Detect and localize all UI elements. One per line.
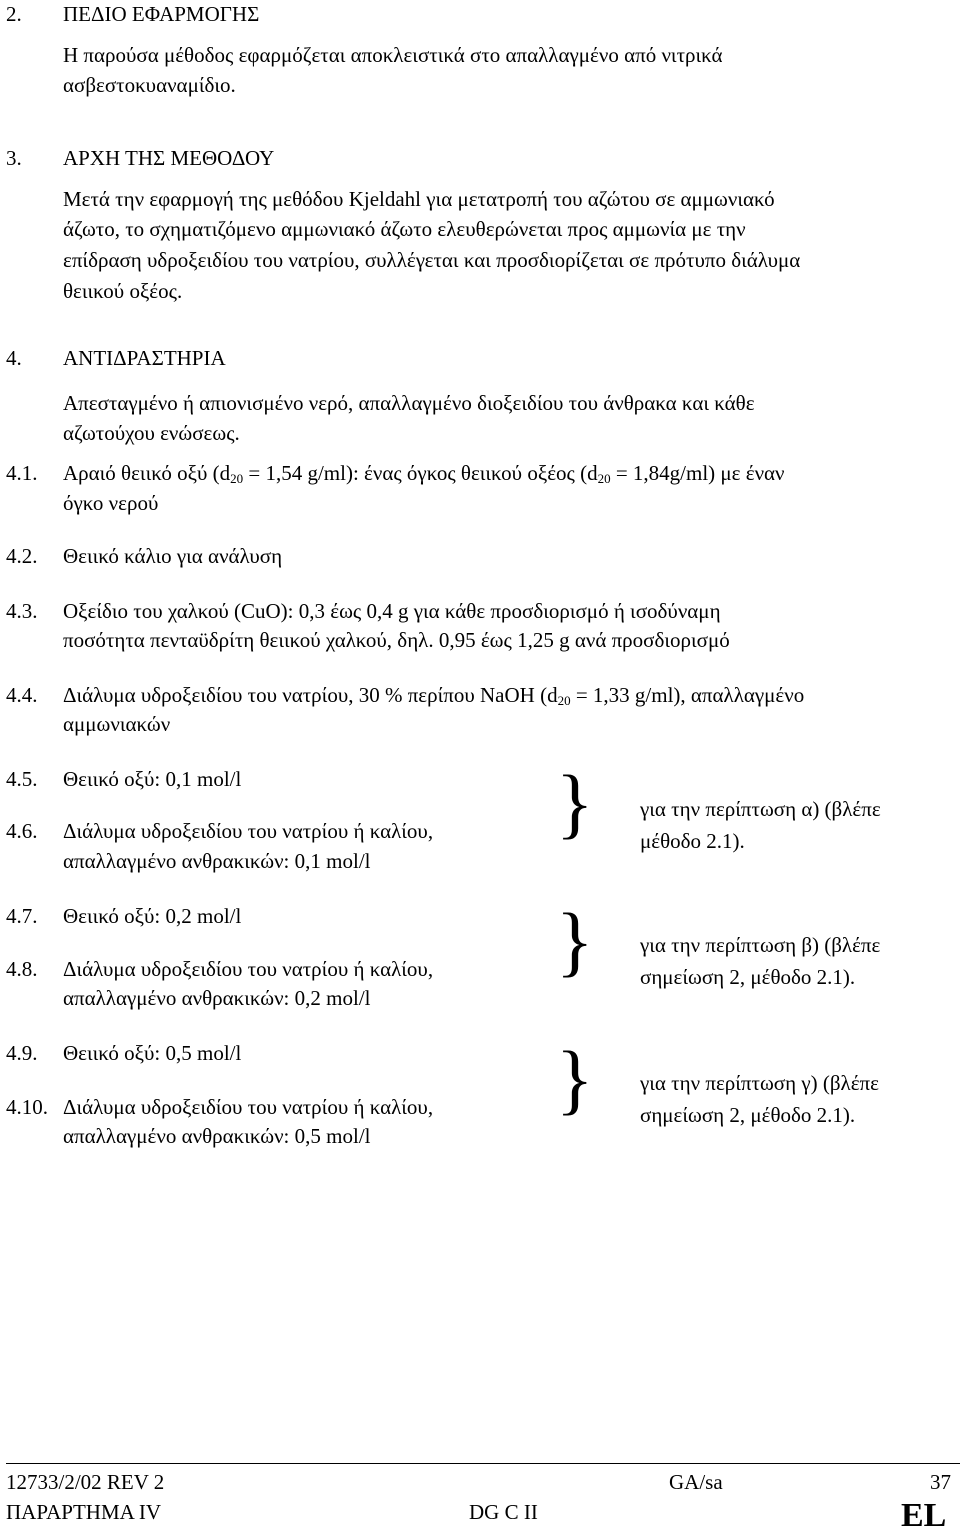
item-number: 4.2. [6, 544, 38, 568]
item-number: 4.6. [6, 819, 38, 843]
reagent-line: Διάλυμα υδροξειδίου του νατρίου ή καλίου, [63, 1095, 434, 1119]
case-note: για την περίπτωση γ) (βλέπε σημείωση 2, μέθοδο 2.1). [640, 1071, 879, 1127]
language-code: EL [901, 1497, 947, 1534]
item-number: 4.7. [6, 904, 38, 928]
section-heading: ΑΝΤΙΔΡΑΣΤΗΡΙΑ [63, 346, 226, 370]
item-number: 4.9. [6, 1041, 38, 1065]
paragraph-line: ασβεστοκυαναμίδιο. [63, 73, 236, 97]
reagent-line: Διάλυμα υδροξειδίου του νατρίου, 30 % περίπου NaOH ($d_{20} = 1,33$ g/ml), απαλλαγμένο [63, 683, 805, 708]
paragraph-line: Η παρούσα μέθοδος εφαρμόζεται αποκλειστικά στο απαλλαγμένο από νιτρικά [63, 43, 723, 67]
section-number: 2. [6, 2, 22, 26]
item-number: 4.8. [6, 957, 38, 981]
section-number: 3. [6, 146, 22, 170]
section-heading: ΑΡΧΗ ΤΗΣ ΜΕΘΟΔΟΥ [63, 146, 275, 170]
document-reference: 12733/2/02 REV 2 [6, 1470, 165, 1494]
annex-label: ΠΑΡΑΡΤΗΜΑ IV [6, 1500, 162, 1524]
item-number: 4.5. [6, 767, 38, 791]
paragraph-line: θειικού οξέος. [63, 279, 183, 303]
reagent-line: αμμωνιακών [63, 712, 171, 736]
reagent-line: απαλλαγμένο ανθρακικών: 0,1 mol/l [63, 849, 371, 873]
page-number: 37 [930, 1470, 951, 1494]
paragraph-line: Απεσταγμένο ή απιονισμένο νερό, απαλλαγμένο διοξειδίου του άνθρακα και κάθε [63, 391, 755, 415]
reagent-line: Διάλυμα υδροξειδίου του νατρίου ή καλίου, [63, 819, 434, 843]
paragraph-line: επίδραση υδροξειδίου του νατρίου, συλλέγεται και προσδιορίζεται σε πρότυπο διάλυμα [63, 248, 801, 272]
section-number: 4. [6, 346, 22, 370]
footer-rule [6, 1463, 960, 1464]
paragraph-line: αζωτούχου ενώσεως. [63, 421, 240, 445]
case-note: για την περίπτωση β) (βλέπε σημείωση 2, μέθοδο 2.1). [640, 933, 881, 989]
item-number: 4.4. [6, 683, 38, 707]
reagent-line: απαλλαγμένο ανθρακικών: 0,2 mol/l [63, 986, 371, 1010]
directorate-label: DG C II [469, 1500, 538, 1524]
section-heading: ΠΕΔΙΟ ΕΦΑΡΜΟΓΗΣ [63, 2, 260, 26]
reagent-line: Θειικό οξύ: 0,1 mol/l [63, 767, 242, 791]
item-number: 4.1. [6, 461, 38, 485]
reagent-line: Διάλυμα υδροξειδίου του νατρίου ή καλίου, [63, 957, 434, 981]
reagent-line: απαλλαγμένο ανθρακικών: 0,5 mol/l [63, 1124, 371, 1148]
reagent-line: Οξείδιο του χαλκού (CuO): 0,3 έως 0,4 g για κάθε προσδιορισμό ή ισοδύναμη [63, 599, 721, 623]
grouping-brace: } [556, 1035, 594, 1122]
reagent-line: Αραιό θειικό οξύ ($d_{20} = 1,54$ g/ml): ένας όγκος θειικού οξέος $(d_{20} = 1,84g/ml)$ με έναν [63, 461, 785, 486]
grouping-brace: } [556, 759, 594, 846]
paragraph-line: άζωτο, το σχηματιζόμενο αμμωνιακό άζωτο ελευθερώνεται προς αμμωνία με την [63, 217, 746, 241]
reagent-line: Θειικό οξύ: 0,2 mol/l [63, 904, 242, 928]
case-note: για την περίπτωση α) (βλέπε μέθοδο 2.1). [640, 797, 881, 853]
reagent-line: Θειικό κάλιο για ανάλυση [63, 544, 283, 568]
item-number: 4.10. [6, 1095, 48, 1119]
reagent-line: όγκο νερού [63, 491, 159, 515]
author-initials: GA/sa [669, 1470, 723, 1494]
paragraph-line: Μετά την εφαρμογή της μεθόδου Kjeldahl για μετατροπή του αζώτου σε αμμωνιακό [63, 187, 775, 211]
item-number: 4.3. [6, 599, 38, 623]
grouping-brace: } [556, 897, 594, 984]
reagent-line: Θειικό οξύ: 0,5 mol/l [63, 1041, 242, 1065]
reagent-line: ποσότητα πενταϋδρίτη θειικού χαλκού, δηλ. 0,95 έως 1,25 g ανά προσδιορισμό [63, 628, 730, 652]
